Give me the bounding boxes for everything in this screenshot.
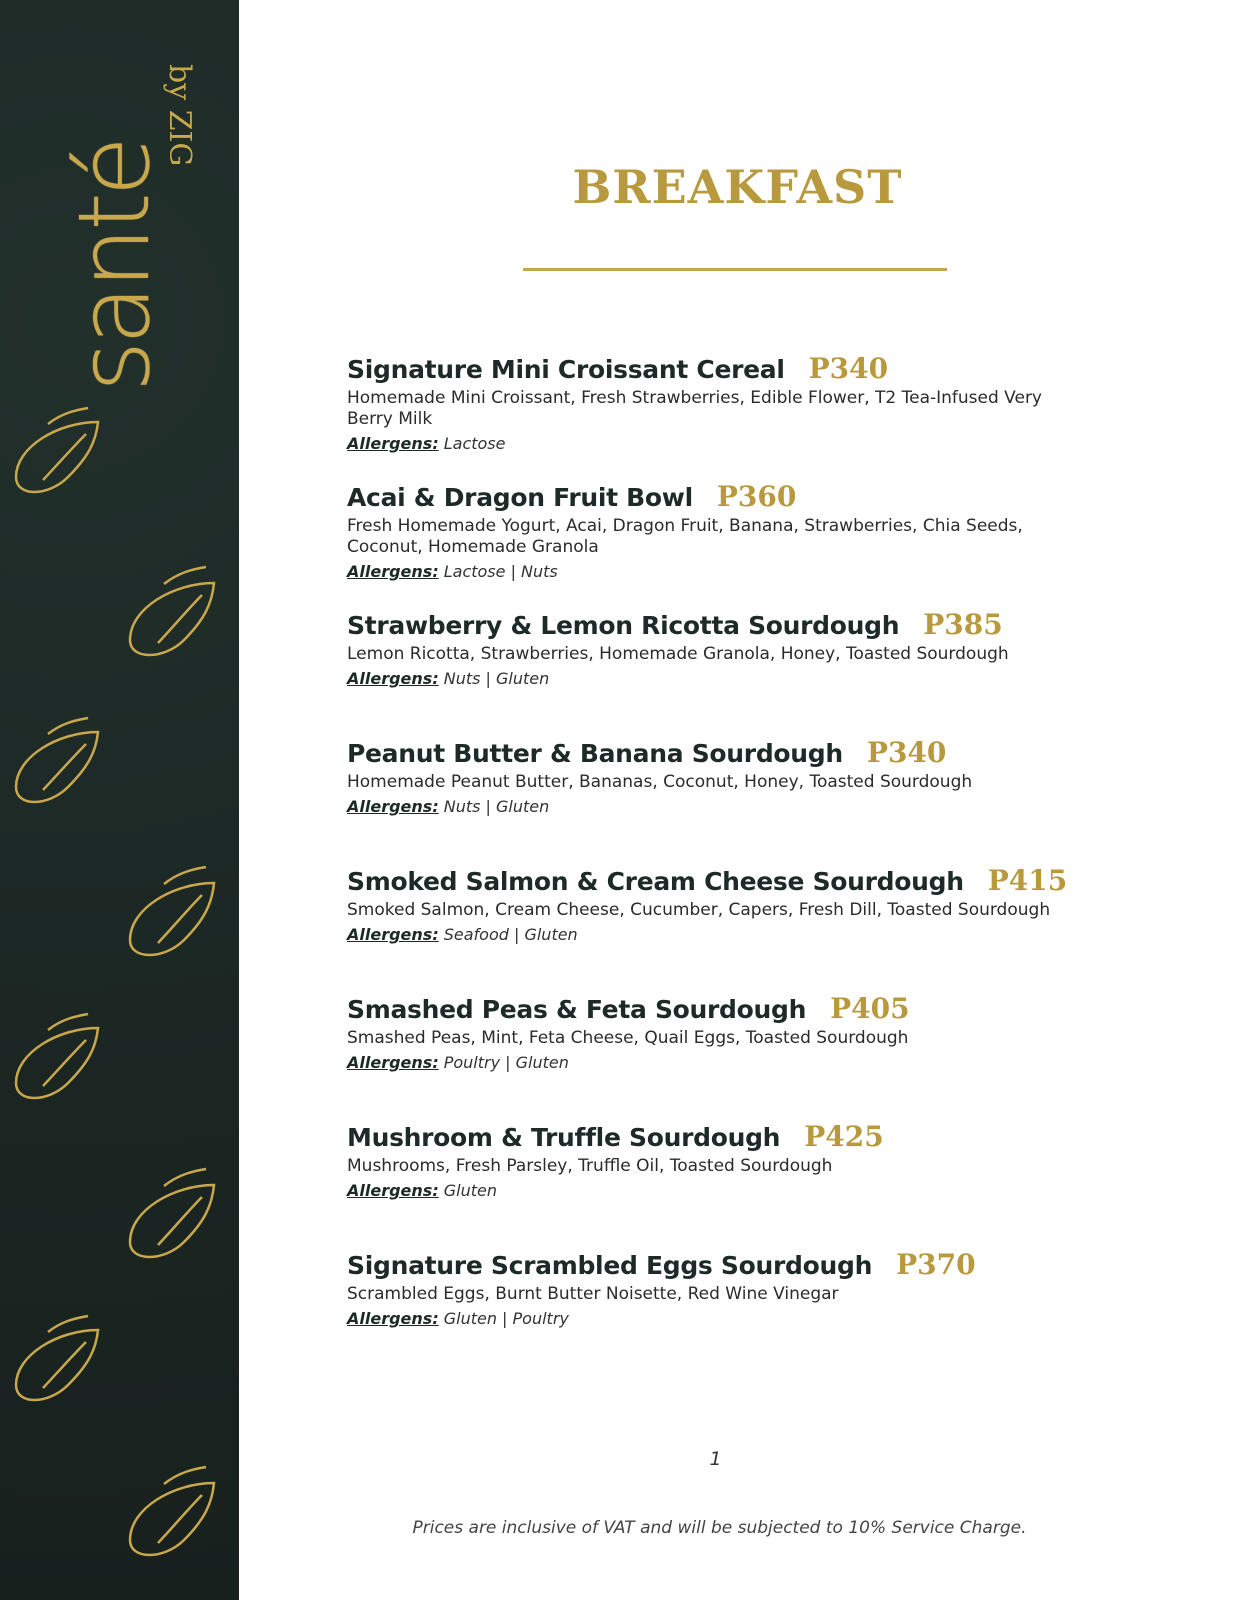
menu-item-description: Fresh Homemade Yogurt, Acai, Dragon Fruit, Banana, Strawberries, Chia Seeds, Coconut, Homemade Granola <box>347 516 1023 557</box>
leaf-icon <box>122 858 222 968</box>
allergen-label: Allergens: <box>347 797 439 816</box>
allergen-label: Allergens: <box>347 1053 439 1072</box>
menu-item-description: Scrambled Eggs, Burnt Butter Noisette, Red Wine Vinegar <box>347 1284 839 1304</box>
menu-item <box>347 864 1207 992</box>
page-number: 1 <box>709 1448 722 1470</box>
allergen-label: Allergens: <box>347 434 439 453</box>
menu-item-description: Smoked Salmon, Cream Cheese, Cucumber, Capers, Fresh Dill, Toasted Sourdough <box>347 900 1051 920</box>
menu-item-allergens <box>347 1309 1207 1328</box>
menu-items-list <box>347 352 1207 1376</box>
allergen-values: Lactose | Nuts <box>443 562 558 581</box>
leaf-icon <box>122 558 222 668</box>
menu-item-name: Peanut Butter & Banana Sourdough <box>347 739 843 768</box>
menu-title: BREAKFAST <box>572 160 903 214</box>
menu-item-price: P415 <box>987 864 1068 897</box>
menu-item-name: Smoked Salmon & Cream Cheese Sourdough <box>347 867 964 896</box>
menu-item-name: Acai & Dragon Fruit Bowl <box>347 483 693 512</box>
allergen-label: Allergens: <box>347 1309 439 1328</box>
menu-item-price: P360 <box>716 480 797 513</box>
menu-item <box>347 352 1207 480</box>
leaf-icon <box>8 1008 108 1108</box>
allergen-values: Lactose <box>443 434 506 453</box>
allergen-values: Nuts | Gluten <box>443 797 550 816</box>
leaf-icon <box>8 712 108 812</box>
menu-item-price: P370 <box>896 1248 976 1281</box>
title-divider <box>523 268 947 271</box>
leaf-icon <box>122 1160 222 1270</box>
leaf-icon <box>8 1310 108 1410</box>
menu-item-name: Mushroom & Truffle Sourdough <box>347 1123 781 1152</box>
menu-item <box>347 992 1207 1120</box>
menu-item-name: Smashed Peas & Feta Sourdough <box>347 995 807 1024</box>
allergen-values: Gluten <box>443 1181 497 1200</box>
allergen-label: Allergens: <box>347 562 439 581</box>
brand-logo-wordmark: santé <box>58 140 172 392</box>
menu-item-name: Signature Scrambled Eggs Sourdough <box>347 1251 873 1280</box>
menu-item-description: Homemade Peanut Butter, Bananas, Coconut, Honey, Toasted Sourdough <box>347 772 973 792</box>
menu-item <box>347 1248 1207 1376</box>
brand-logo-byline: by ZIG <box>162 64 197 167</box>
allergen-values: Nuts | Gluten <box>443 669 550 688</box>
menu-item-price: P340 <box>808 352 889 385</box>
menu-item-description: Lemon Ricotta, Strawberries, Homemade Granola, Honey, Toasted Sourdough <box>347 644 1009 664</box>
footer-note: Prices are inclusive of VAT and will be subjected to 10% Service Charge. <box>412 1518 1027 1538</box>
allergen-label: Allergens: <box>347 669 439 688</box>
brand-logo <box>0 0 239 400</box>
menu-page <box>239 0 1236 1600</box>
menu-item-allergens <box>347 669 1207 688</box>
allergen-label: Allergens: <box>347 925 439 944</box>
menu-item-price: P425 <box>804 1120 884 1153</box>
leaf-icon <box>122 1458 222 1568</box>
menu-item-name: Strawberry & Lemon Ricotta Sourdough <box>347 611 900 640</box>
menu-item <box>347 1120 1207 1248</box>
menu-item <box>347 736 1207 864</box>
menu-item-allergens <box>347 562 1207 581</box>
menu-item-description: Homemade Mini Croissant, Fresh Strawberries, Edible Flower, T2 Tea-Infused Very Berry Milk <box>347 388 1042 429</box>
menu-item-allergens <box>347 1181 1207 1200</box>
menu-item-allergens <box>347 1053 1207 1072</box>
menu-item <box>347 608 1207 736</box>
menu-item-price: P405 <box>830 992 910 1025</box>
menu-item-price: P385 <box>923 608 1003 641</box>
brand-sidebar <box>0 0 239 1600</box>
allergen-values: Gluten | Poultry <box>443 1309 569 1328</box>
menu-item-price: P340 <box>866 736 947 769</box>
menu-item-name: Signature Mini Croissant Cereal <box>347 355 785 384</box>
menu-item <box>347 480 1207 608</box>
menu-item-allergens <box>347 925 1207 944</box>
menu-item-allergens <box>347 797 1207 816</box>
menu-item-description: Mushrooms, Fresh Parsley, Truffle Oil, Toasted Sourdough <box>347 1156 833 1176</box>
menu-item-description: Smashed Peas, Mint, Feta Cheese, Quail Eggs, Toasted Sourdough <box>347 1028 909 1048</box>
allergen-values: Seafood | Gluten <box>443 925 578 944</box>
allergen-label: Allergens: <box>347 1181 439 1200</box>
menu-item-allergens <box>347 434 1207 453</box>
allergen-values: Poultry | Gluten <box>443 1053 569 1072</box>
leaf-icon <box>8 402 108 502</box>
